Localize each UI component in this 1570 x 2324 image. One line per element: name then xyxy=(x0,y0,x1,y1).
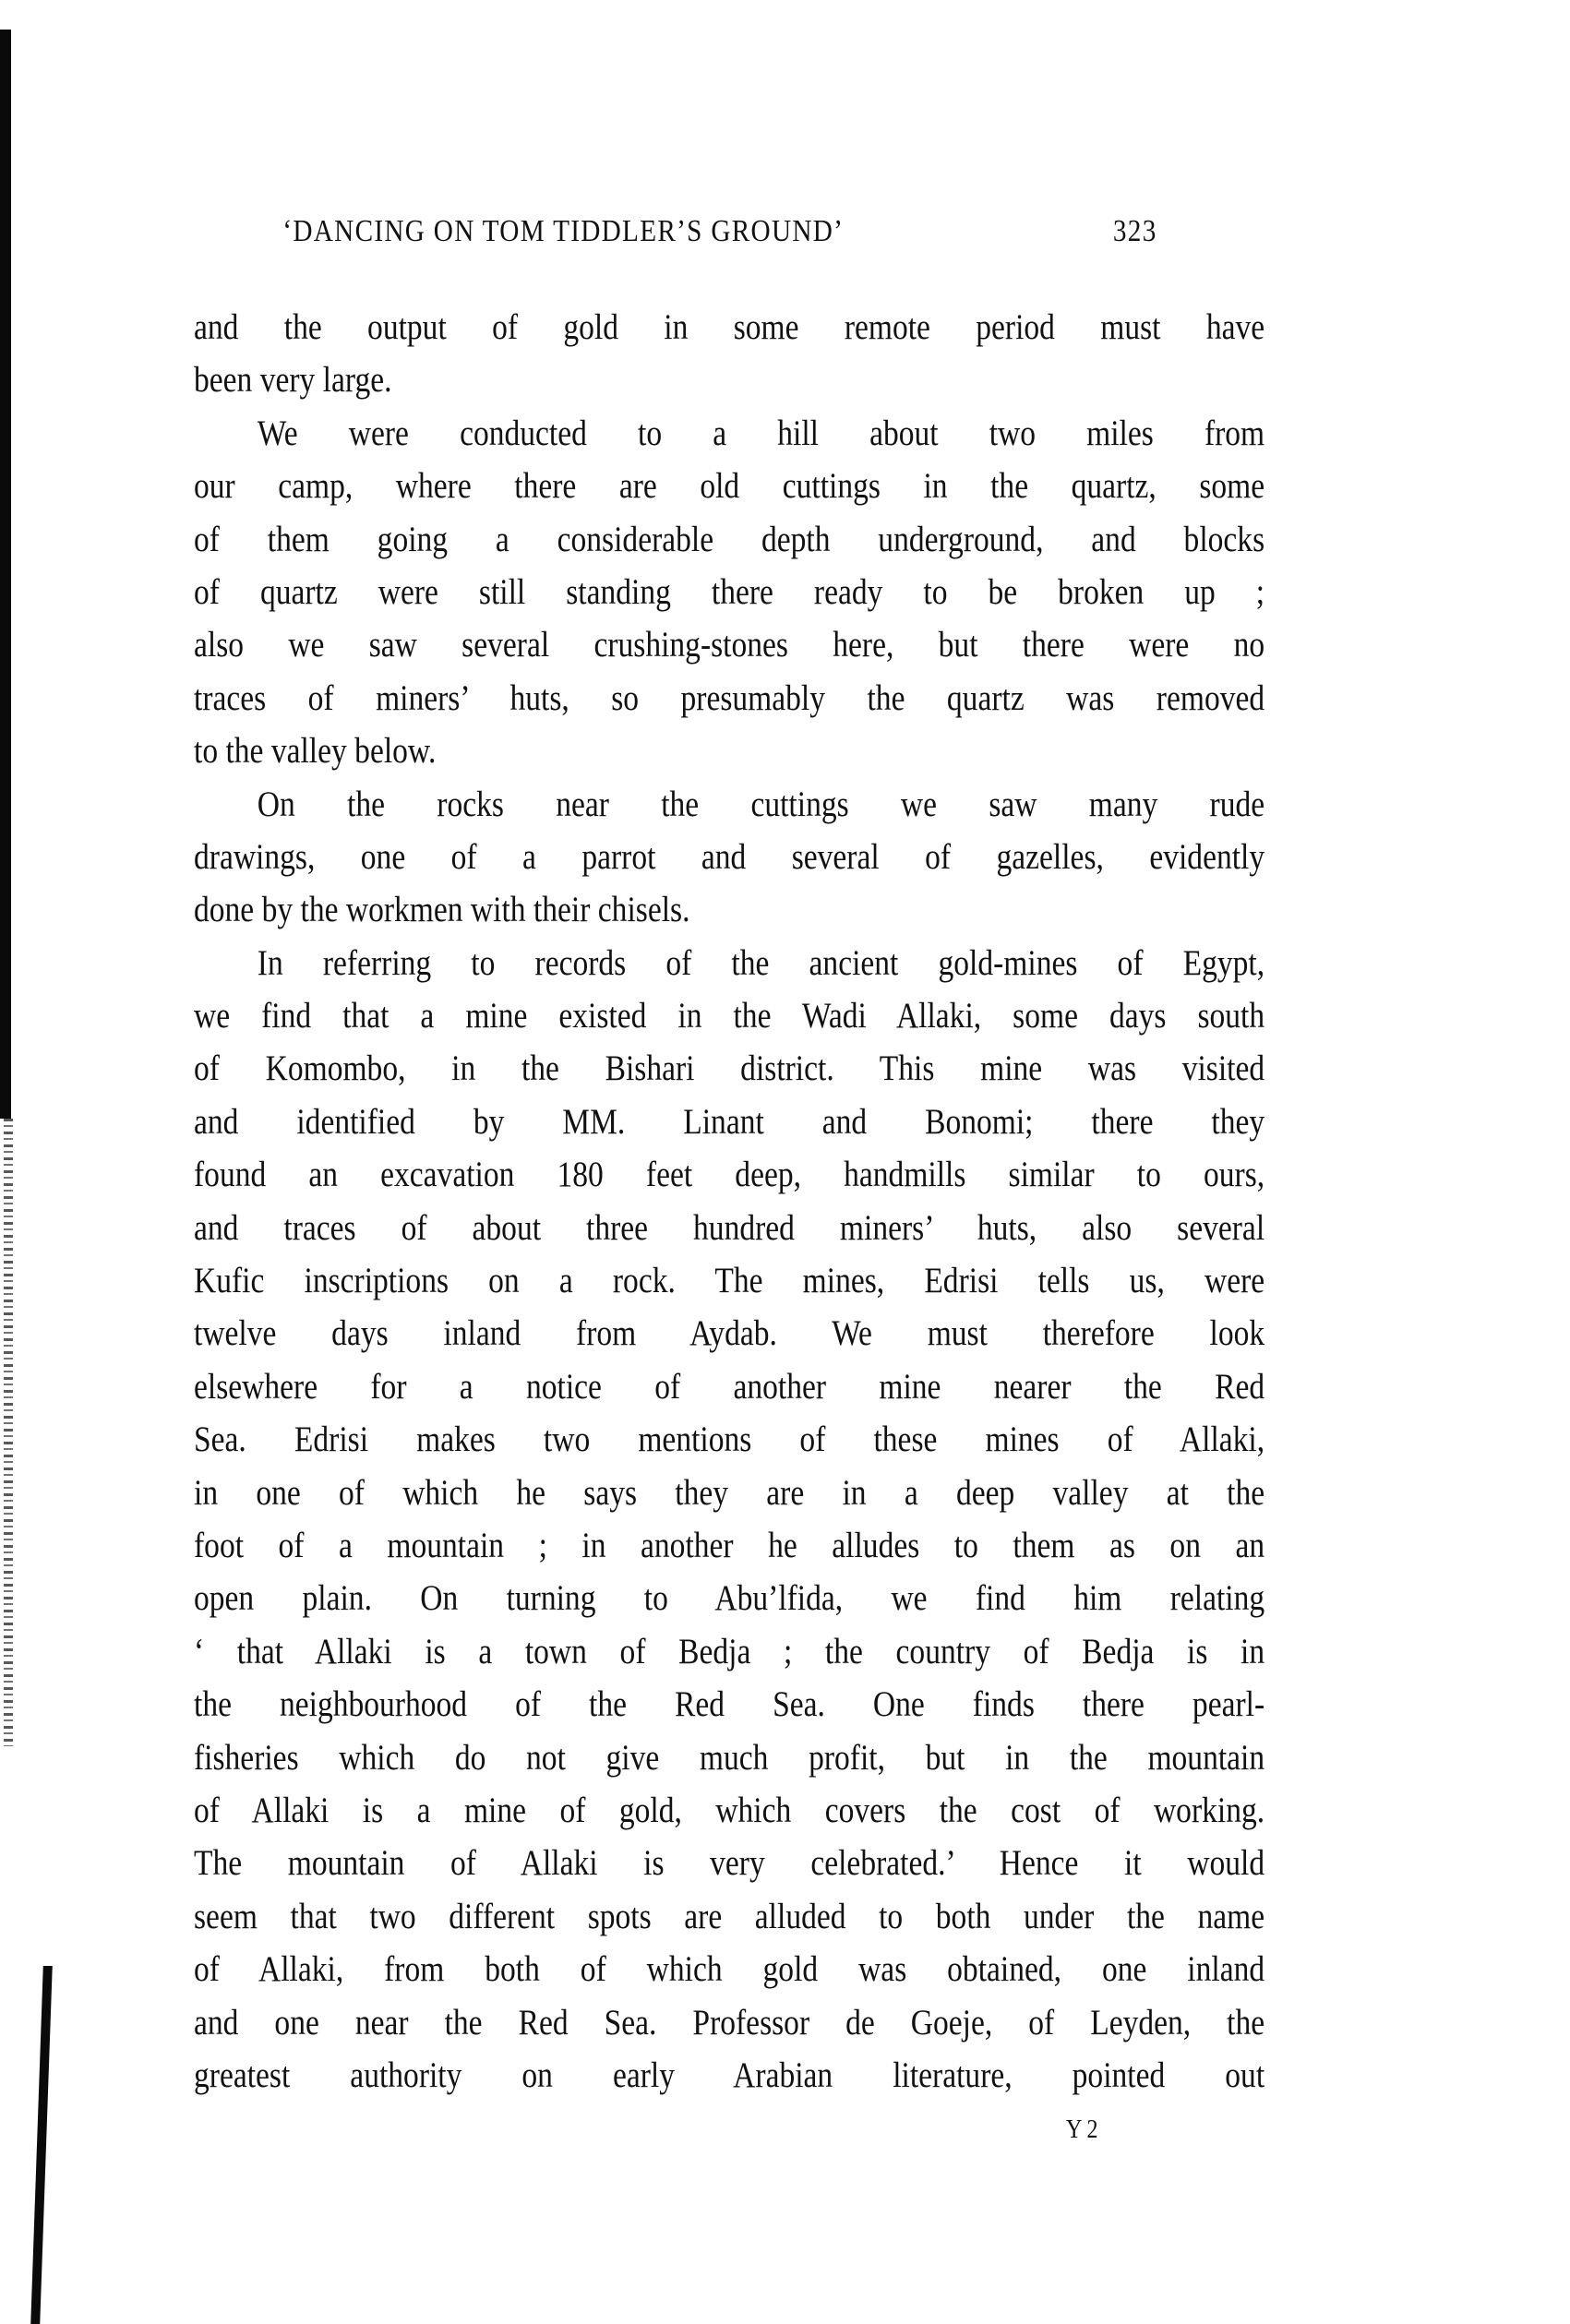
text-line: done by the workmen with their chisels. xyxy=(194,890,690,930)
text-line: Kufic inscriptions on a rock. The mines, Edrisi tells us, were xyxy=(194,1261,1265,1301)
text-line: of Komombo, in the Bishari district. This mine was visited xyxy=(194,1048,1265,1089)
text-line: In referring to records of the ancient gold-mines of Egypt, xyxy=(257,942,1265,983)
text-line: the neighbourhood of the Red Sea. One finds there pearl- xyxy=(194,1684,1265,1725)
text-line: The mountain of Allaki is very celebrated.’ Hence it would xyxy=(194,1843,1265,1884)
text-line: we find that a mine existed in the Wadi Allaki, some days south xyxy=(194,996,1265,1036)
running-head xyxy=(194,214,1157,257)
text-line: of Allaki, from both of which gold was obtained, one inland xyxy=(194,1949,1265,1990)
running-head-title: ‘DANCING ON TOM TIDDLER’S GROUND’ xyxy=(282,214,845,248)
text-line: our camp, where there are old cuttings in the quartz, some xyxy=(194,466,1265,507)
scan-binding-shadow-lower xyxy=(30,1966,53,2324)
text-line: of Allaki is a mine of gold, which covers the cost of working. xyxy=(194,1790,1265,1830)
text-line: fisheries which do not give much profit, but in the mountain xyxy=(194,1737,1265,1778)
text-line: We were conducted to a hill about two miles from xyxy=(257,413,1265,453)
text-line: and one near the Red Sea. Professor de Goeje, of Leyden, the xyxy=(194,2002,1265,2042)
page-number: 323 xyxy=(1112,214,1157,248)
text-line: elsewhere for a notice of another mine nearer the Red xyxy=(194,1366,1265,1407)
text-line: in one of which he says they are in a deep valley at the xyxy=(194,1472,1265,1513)
text-line: ‘ that Allaki is a town of Bedja ; the country of Bedja is in xyxy=(194,1631,1265,1671)
body-text xyxy=(194,301,1264,2102)
text-line: of quartz were still standing there ready to be broken up ; xyxy=(194,571,1265,612)
text-line: also we saw several crushing-stones here, but there were no xyxy=(194,625,1265,665)
text-line: of them going a considerable depth underground, and blocks xyxy=(194,519,1265,559)
scan-binding-shadow xyxy=(0,30,11,1119)
text-line: foot of a mountain ; in another he alludes to them as on an xyxy=(194,1525,1265,1565)
text-line: traces of miners’ huts, so presumably the quartz was removed xyxy=(194,677,1265,718)
text-line: Sea. Edrisi makes two mentions of these mines of Allaki, xyxy=(194,1420,1265,1460)
text-line: open plain. On turning to Abu’lfida, we find him relating xyxy=(194,1578,1265,1619)
text-line: found an excavation 180 feet deep, handmills similar to ours, xyxy=(194,1155,1265,1195)
text-line: twelve days inland from Aydab. We must therefore look xyxy=(194,1313,1265,1354)
signature-mark: Y 2 xyxy=(1066,2115,1098,2144)
text-line: greatest authority on early Arabian literature, pointed out xyxy=(194,2054,1265,2095)
text-line: On the rocks near the cuttings we saw many rude xyxy=(257,784,1265,824)
text-line: drawings, one of a parrot and several of gazelles, evidently xyxy=(194,836,1265,877)
text-line: to the valley below. xyxy=(194,731,437,772)
text-line: and the output of gold in some remote period must have xyxy=(194,307,1265,347)
text-line: and traces of about three hundred miners’ huts, also several xyxy=(194,1207,1265,1248)
text-line: seem that two different spots are alluded to both under the name xyxy=(194,1896,1265,1936)
text-line: been very large. xyxy=(194,360,392,401)
scan-edge-speckle xyxy=(4,1119,13,1746)
text-line: and identified by MM. Linant and Bonomi; there they xyxy=(194,1101,1265,1142)
